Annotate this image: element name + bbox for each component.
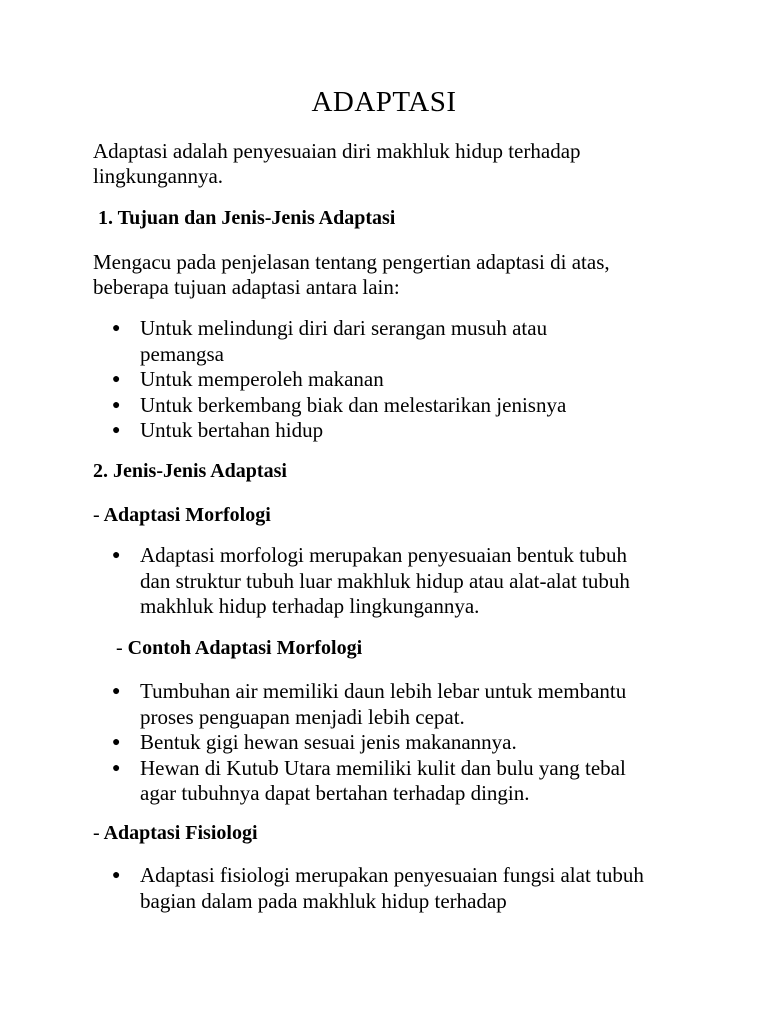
list-item: ● Bentuk gigi hewan sesuai jenis makanannya. [112,730,517,754]
bullet-icon: ● [112,868,121,883]
contoh-morfologi-list [112,679,647,807]
list-item: ● Tumbuhan air memiliki daun lebih lebar untuk membantu proses penguapan menjadi lebih cepat. [112,679,627,729]
list-item: ● Adaptasi morfologi merupakan penyesuaian bentuk tubuh dan struktur tubuh luar makhluk hidup atau alat-alat tubuh makhluk hidup terhadap lingkungannya. [112,543,630,618]
morfologi-list [112,543,652,620]
list-item: ● Untuk melindungi diri dari serangan musuh atau pemangsa [112,316,548,366]
list-item: ● Untuk memperoleh makanan [112,367,384,391]
list-item: ● Untuk berkembang biak dan melestarikan jenisnya [112,392,567,417]
bullet-icon: ● [112,760,121,776]
bullet-icon: ● [112,684,121,699]
section-1-heading: 1. Tujuan dan Jenis-Jenis Adaptasi [98,207,396,229]
list-item: ● Adaptasi fisiologi merupakan penyesuaian fungsi alat tubuh bagian dalam pada makhluk hidup terhadap [112,863,644,913]
bullet-icon: ● [112,397,121,413]
bullet-icon: ● [112,423,121,438]
list-item: ● Untuk bertahan hidup [112,418,324,442]
bullet-icon: ● [112,372,121,387]
fisiologi-list [112,863,647,914]
intro-paragraph: Adaptasi adalah penyesuaian diri makhluk hidup terhadap lingkungannya. [93,139,581,188]
bullet-icon: ● [112,548,121,563]
list-item: ● Hewan di Kutub Utara memiliki kulit dan bulu yang tebal agar tubuhnya dapat bertahan terhadap dingin. [112,755,626,805]
fisiologi-heading: - Adaptasi Fisiologi [93,822,258,844]
bullet-icon: ● [112,321,121,336]
document-title: ADAPTASI [311,86,457,118]
bullet-icon: ● [112,735,121,750]
section-1-paragraph: Mengacu pada penjelasan tentang pengertian adaptasi di atas, beberapa tujuan adaptasi antara lain: [93,250,610,299]
section-2-heading: 2. Jenis-Jenis Adaptasi [93,460,287,482]
tujuan-list [112,316,612,444]
contoh-morfologi-heading: - Contoh Adaptasi Morfologi [116,637,363,659]
morfologi-heading: - Adaptasi Morfologi [93,504,271,526]
